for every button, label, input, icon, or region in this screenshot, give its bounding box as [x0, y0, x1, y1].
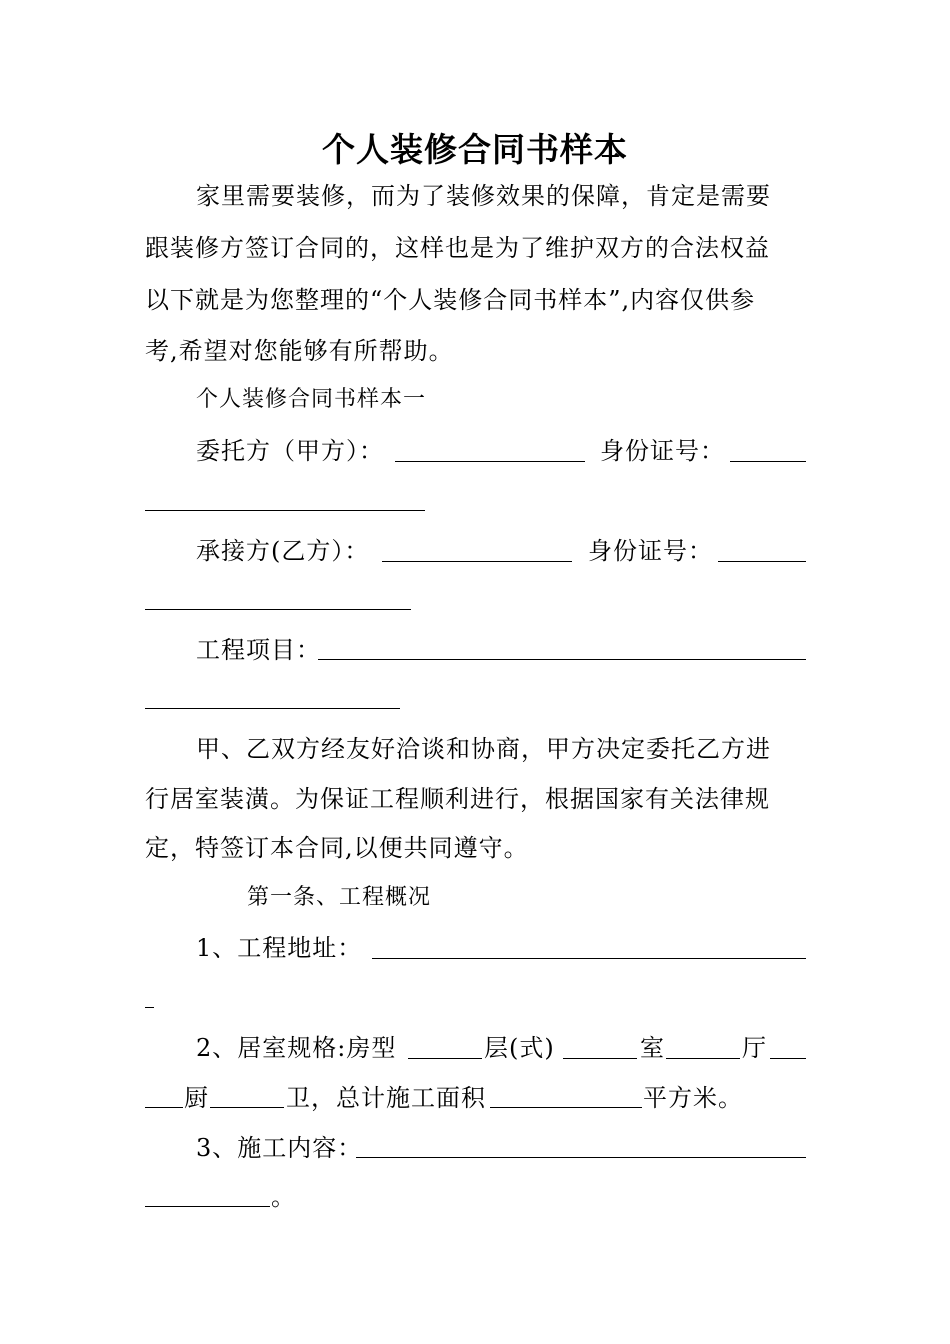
agreement-line-2: 行居室装潢。为保证工程顺利进行，根据国家有关法律规 — [145, 785, 770, 813]
spec-kitchen: 厨 — [184, 1084, 209, 1112]
spec-bath: 卫，总计施工面积 — [286, 1084, 486, 1112]
project-blank — [318, 659, 806, 660]
party-b-id-blank-cont — [145, 609, 411, 610]
party-b-id-blank — [718, 561, 806, 562]
spec-hall-blank — [770, 1058, 806, 1059]
address-blank — [372, 958, 806, 959]
agreement-line-1: 甲、乙双方经友好洽谈和协商，甲方决定委托乙方进 — [196, 735, 771, 763]
spec-room-blank — [666, 1058, 740, 1059]
content-blank-cont — [145, 1206, 270, 1207]
spec-layout-blank — [408, 1058, 482, 1059]
project-blank-cont — [145, 708, 400, 709]
party-a-label: 委托方（甲方）： — [196, 437, 384, 465]
spec-hall-blank-cont — [145, 1107, 183, 1108]
party-b-id-label: 身份证号： — [588, 537, 713, 565]
spec-unit: 平方米。 — [643, 1084, 743, 1112]
spec-kitchen-blank — [210, 1107, 284, 1108]
intro-line-2: 跟装修方签订合同的，这样也是为了维护双方的合法权益 — [145, 234, 770, 262]
party-a-id-blank — [730, 461, 806, 462]
party-a-id-label: 身份证号： — [600, 437, 725, 465]
address-label: 1、工程地址： — [196, 934, 363, 962]
spec-hall: 厅 — [742, 1034, 767, 1062]
party-b-name-blank — [382, 561, 572, 562]
intro-line-3: 以下就是为您整理的“个人装修合同书样本”,内容仅供参 — [145, 286, 756, 314]
address-blank-cont — [145, 1007, 154, 1008]
spec-area-blank — [490, 1107, 642, 1108]
party-b-label: 承接方(乙方）： — [196, 537, 370, 565]
spec-prefix: 2、居室规格:房型 — [196, 1034, 397, 1062]
article-1-heading: 第一条、工程概况 — [247, 885, 432, 910]
agreement-line-3: 定，特签订本合同,以便共同遵守。 — [145, 834, 529, 862]
content-blank — [356, 1157, 806, 1158]
spec-room: 室 — [640, 1034, 665, 1062]
intro-line-1: 家里需要装修，而为了装修效果的保障，肯定是需要 — [196, 182, 771, 210]
content-label: 3、施工内容： — [196, 1134, 363, 1162]
sample-heading: 个人装修合同书样本一 — [196, 387, 427, 412]
intro-line-4: 考,希望对您能够有所帮助。 — [145, 337, 454, 365]
page-title: 个人装修合同书样本 — [322, 130, 628, 169]
spec-floor-blank — [563, 1058, 637, 1059]
party-a-id-blank-cont — [145, 510, 425, 511]
spec-floor: 层(式) — [484, 1034, 555, 1062]
project-label: 工程项目： — [196, 636, 321, 664]
content-end: 。 — [271, 1183, 296, 1211]
party-a-name-blank — [395, 461, 585, 462]
